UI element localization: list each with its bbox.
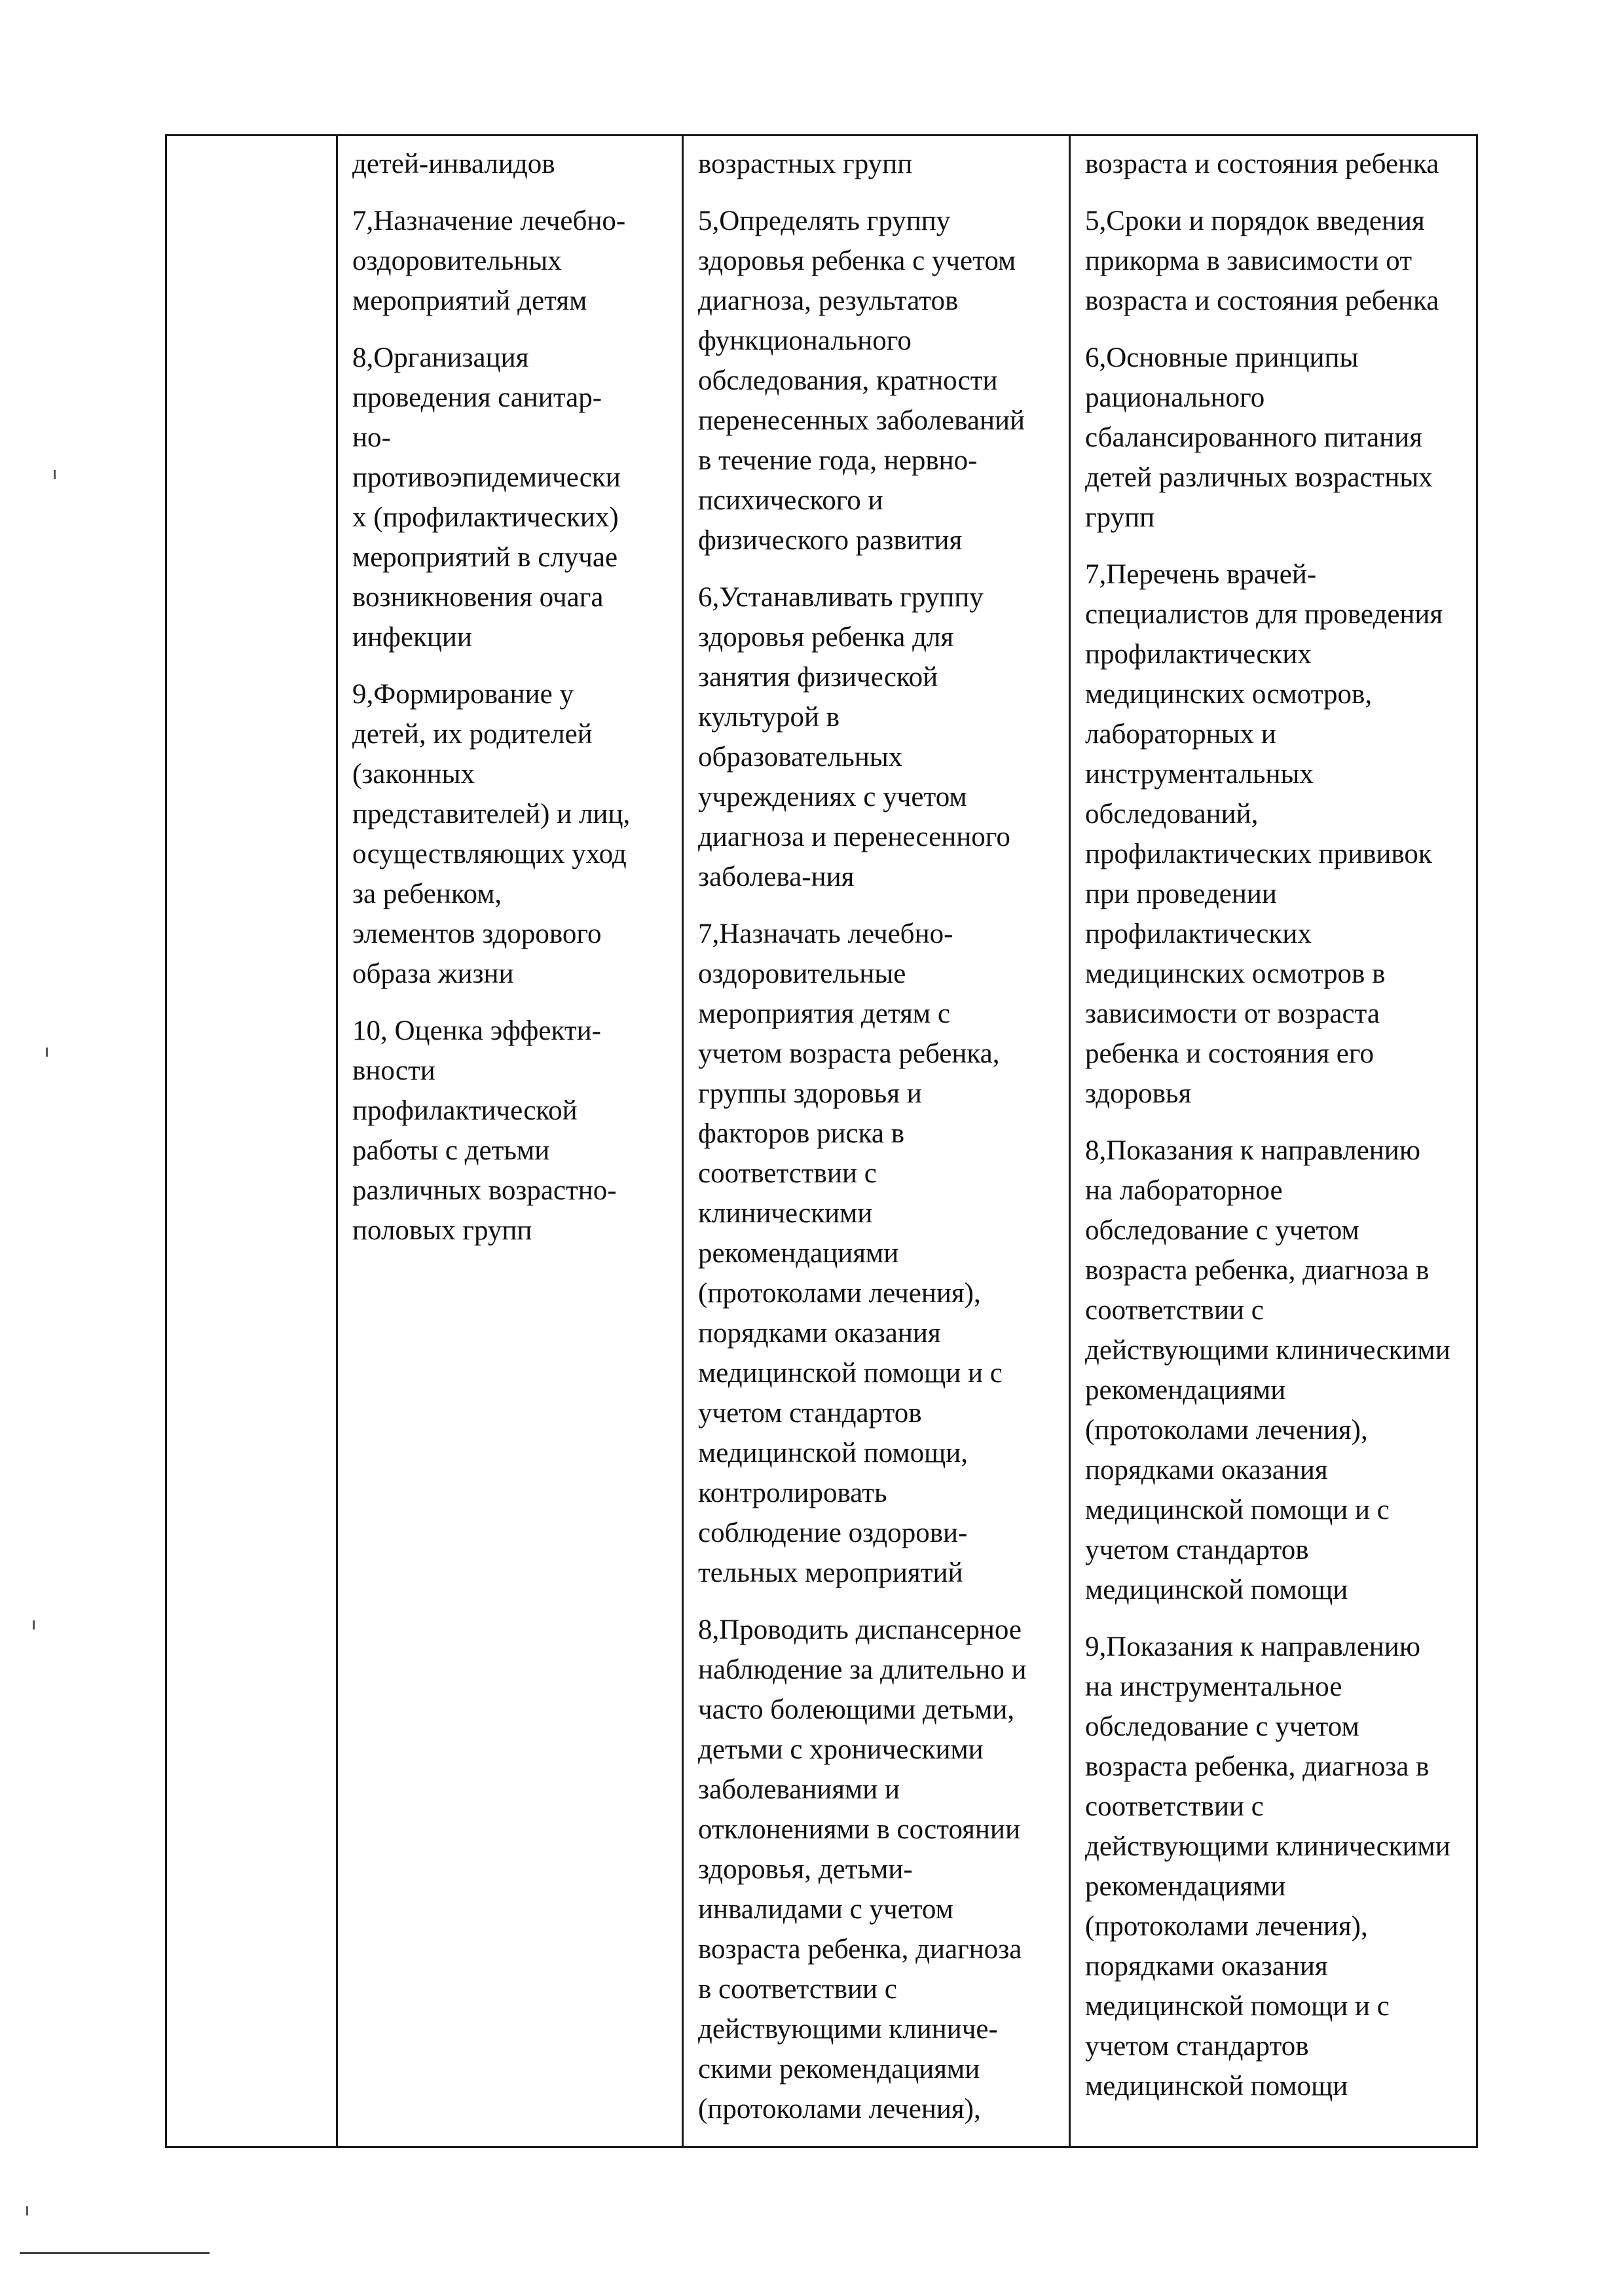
list-item: 9,Показания к направлению на инструментальное обследование с учетом возраста ребенка, диагноза в соответствии с действующими клиническими рекомендациями (протоколами лечения), порядками оказания медицинской помощи и с учетом стандартов медицинской помощи: [1085, 1631, 1450, 2102]
table-cell-skills: [683, 136, 1070, 2147]
table-cell-empty: [166, 136, 337, 2147]
list-item: возраста и состояния ребенка: [1085, 149, 1439, 179]
table-cell-knowledge: [1070, 136, 1477, 2147]
table-row: [166, 136, 1477, 2147]
list-item: возрастных групп: [698, 149, 913, 179]
list-item: 7,Перечень врачей- специалистов для проведения профилактических медицинских осмотров, лабораторных и инструментальных обследований, профилактических прививок при проведении профилактических медицинских осмотров в зависимости от возраста ребенка и состояния его здоровья: [1085, 559, 1443, 1109]
list-item: 5,Определять группу здоровья ребенка с учетом диагноза, результатов функционального обследования, кратности перенесенных заболеваний в течение года, нервно- психического и физического развития: [698, 206, 1025, 556]
list-item: 10, Оценка эффекти- вности профилактической работы с детьми различных возрастно- половых групп: [352, 1015, 617, 1246]
list-item: 8,Проводить диспансерное наблюдение за длительно и часто болеющими детьми, детьми с хроническими заболеваниями и отклонениями в состоянии здоровья, детьми- инвалидами с учетом возраста ребенка, диагноза в соответствии с действующими клиниче- скими рекомендациями (протоколами лечения),: [698, 1614, 1027, 2124]
scan-mark: [26, 2206, 28, 2215]
competency-table: [165, 134, 1478, 2148]
scan-mark: [33, 1620, 35, 1630]
scan-mark: [46, 1048, 48, 1057]
list-item: 6,Устанавливать группу здоровья ребенка для занятия физической культурой в образовательных учреждениях с учетом диагноза и перенесенного заболева-ния: [698, 582, 1010, 892]
list-item: детей-инвалидов: [352, 149, 555, 179]
list-item: 5,Сроки и порядок введения прикорма в зависимости от возраста и состояния ребенка: [1085, 206, 1439, 316]
list-item: 8,Показания к направлению на лабораторное обследование с учетом возраста ребенка, диагноза в соответствии с действующими клиническими рекомендациями (протоколами лечения), порядками оказания медицинской помощи и с учетом стандартов медицинской помощи: [1085, 1135, 1450, 1605]
list-item: 9,Формирование у детей, их родителей (законных представителей) и лиц, осуществляющих уход за ребенком, элементов здорового образа жизни: [352, 679, 631, 989]
list-item: 7,Назначение лечебно- оздоровительных мероприятий детям: [352, 206, 626, 316]
list-item: 7,Назначать лечебно- оздоровительные мероприятия детям с учетом возраста ребенка, группы здоровья и факторов риска в соответствии с клиническими рекомендациями (протоколами лечения), порядками оказания медицинской помощи и с учетом стандартов медицинской помощи, контролировать соблюдение оздорови- тельных мероприятий: [698, 919, 1003, 1588]
list-item: 8,Организация проведения санитар- но- противоэпидемически х (профилактических) мероприятий в случае возникновения очага инфекции: [352, 342, 621, 653]
scan-mark: [54, 470, 56, 479]
table-cell-actions: [337, 136, 683, 2147]
list-item: 6,Основные принципы рационального сбалансированного питания детей различных возрастных групп: [1085, 342, 1433, 533]
bottom-rule: [20, 2252, 210, 2254]
